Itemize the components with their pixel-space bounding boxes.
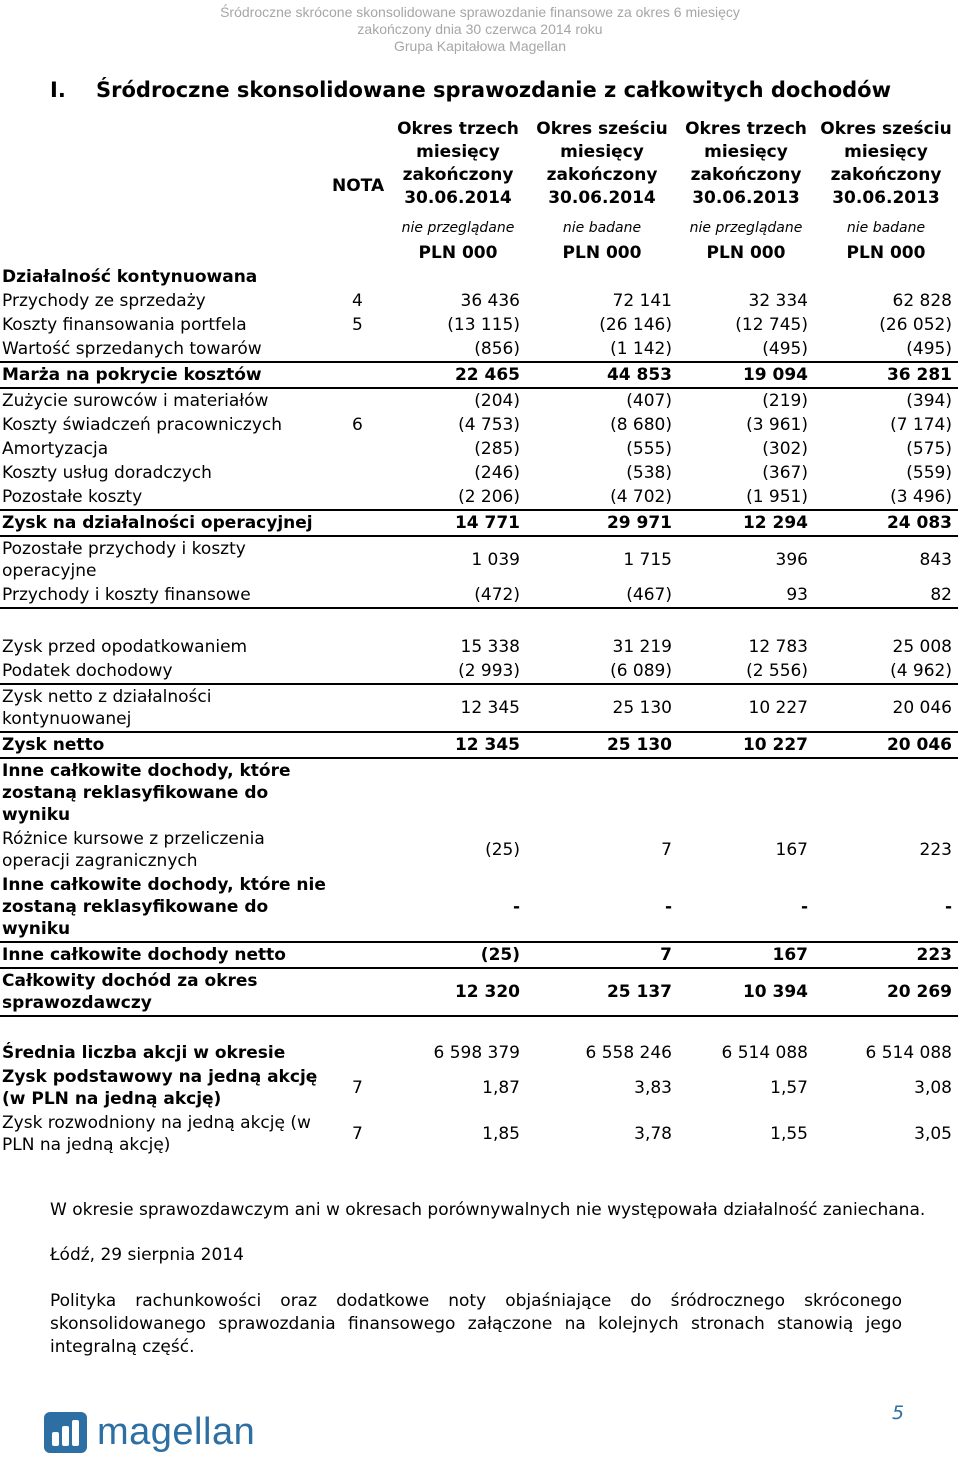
column-header-1	[388, 118, 528, 210]
column-header-1-l2: miesięcy	[416, 142, 500, 162]
table-row	[0, 536, 958, 583]
section-title-text: Śródroczne skonsolidowane sprawozdanie z całkowitych dochodów	[96, 78, 892, 102]
row-value-col3: 1,55	[770, 1123, 808, 1144]
row-value-col3: 12 294	[678, 510, 814, 536]
column-header-2-l2: miesięcy	[560, 142, 644, 162]
column-unit-3: PLN 000	[706, 243, 786, 263]
section-title	[50, 78, 891, 102]
row-value-col2: (26 146)	[599, 314, 672, 335]
row-value-col2: (555)	[626, 438, 672, 459]
row-label: Podatek dochodowy	[0, 659, 340, 684]
page-number: 5	[892, 1402, 905, 1424]
row-value-col1: (4 753)	[458, 414, 520, 435]
row-value-col4: 82	[814, 583, 958, 608]
row-nota	[340, 968, 390, 1016]
row-value-col3	[678, 265, 814, 289]
table-row	[0, 758, 958, 827]
row-value-col4: (575)	[906, 438, 952, 459]
row-value-col4: 62 828	[892, 290, 952, 311]
row-value-col1: (285)	[474, 438, 520, 459]
row-value-col4	[814, 265, 958, 289]
row-nota	[340, 461, 390, 485]
row-value-col2: (467)	[526, 583, 678, 608]
row-nota: 5	[352, 314, 363, 335]
row-value-col2: (407)	[626, 390, 672, 411]
accounting-policy-note: Polityka rachunkowości oraz dodatkowe noty objaśniające do śródrocznego skróconego skonsolidowanego sprawozdania finansowego załączone na kolejnych stronach stanowią jego integralną część.	[50, 1291, 902, 1357]
row-label: Amortyzacja	[2, 438, 109, 459]
row-nota	[340, 873, 390, 942]
column-header-3-l1: Okres trzech	[685, 119, 807, 139]
row-value-col1: 36 436	[460, 290, 520, 311]
row-label: Zużycie surowców i materiałów	[2, 390, 269, 411]
row-value-col3: 10 394	[678, 968, 814, 1016]
table-row	[0, 659, 958, 684]
table-row	[0, 942, 958, 968]
income-statement-table	[0, 265, 958, 1157]
row-nota	[340, 485, 390, 510]
table-row	[0, 413, 958, 437]
row-spacer	[0, 608, 958, 635]
row-label: Całkowity dochód za okres sprawozdawczy	[0, 968, 340, 1016]
row-nota	[340, 684, 390, 732]
row-value-col2: 1 715	[623, 549, 672, 570]
row-value-col1: (246)	[474, 462, 520, 483]
row-value-col1: 15 338	[460, 636, 520, 657]
row-value-col1: 12 345	[390, 684, 526, 732]
row-value-col2: 29 971	[526, 510, 678, 536]
row-value-col4: (4 962)	[814, 659, 958, 684]
row-label: Zysk przed opodatkowaniem	[2, 636, 248, 657]
row-label: Marża na pokrycie kosztów	[0, 362, 340, 388]
row-nota	[340, 337, 390, 362]
row-label: Koszty usług doradczych	[2, 462, 212, 483]
row-value-col1	[390, 758, 526, 827]
row-nota	[340, 732, 390, 758]
row-nota	[340, 362, 390, 388]
column-header-3-date: 30.06.2013	[692, 188, 800, 208]
column-review-status-2: nie badane	[562, 220, 642, 236]
row-value-col4: 25 008	[892, 636, 952, 657]
column-unit-4: PLN 000	[846, 243, 926, 263]
row-value-col4: (26 052)	[879, 314, 952, 335]
magellan-logo-mark-icon	[44, 1412, 87, 1453]
row-label: Zysk netto	[0, 732, 340, 758]
row-value-col1: (856)	[390, 337, 526, 362]
row-value-col2: 7	[661, 839, 672, 860]
row-value-col3: (2 556)	[678, 659, 814, 684]
row-nota	[340, 827, 390, 873]
place-and-date: Łódź, 29 sierpnia 2014	[50, 1245, 244, 1265]
row-value-col1: 14 771	[390, 510, 526, 536]
column-header-1-l3: zakończony	[402, 165, 514, 185]
row-value-col1: (204)	[474, 390, 520, 411]
row-value-col4: (394)	[906, 390, 952, 411]
row-value-col4: (559)	[906, 462, 952, 483]
row-nota: 7	[352, 1077, 363, 1098]
row-label: Inne całkowite dochody, które zostaną reklasyfikowane do wyniku	[2, 761, 291, 825]
row-value-col1: 12 345	[390, 732, 526, 758]
row-label: Inne całkowite dochody, które nie zostaną reklasyfikowane do wyniku	[0, 873, 340, 942]
row-nota	[340, 510, 390, 536]
row-value-col2: 3,83	[634, 1077, 672, 1098]
row-value-col2: 72 141	[612, 290, 672, 311]
row-value-col3: 10 227	[678, 684, 814, 732]
column-header-2	[532, 118, 672, 210]
row-value-col2: 25 130	[526, 684, 678, 732]
row-value-col3	[678, 758, 814, 827]
column-review-status-3: nie przeglądane	[689, 220, 803, 236]
column-header-1-date: 30.06.2014	[404, 188, 512, 208]
row-value-col1: (2 993)	[390, 659, 526, 684]
column-header-1-l1: Okres trzech	[397, 119, 519, 139]
row-value-col3: 167	[678, 942, 814, 968]
row-value-col2: (538)	[626, 462, 672, 483]
row-value-col4: 3,08	[914, 1077, 952, 1098]
row-value-col2: 31 219	[612, 636, 672, 657]
row-nota	[340, 635, 390, 659]
magellan-logo	[44, 1411, 255, 1454]
row-nota	[340, 1041, 390, 1065]
row-value-col3: (12 745)	[735, 314, 808, 335]
table-row	[0, 968, 958, 1016]
table-row	[0, 684, 958, 732]
row-value-col2	[526, 758, 678, 827]
table-row	[0, 362, 958, 388]
table-row	[0, 1016, 958, 1041]
row-value-col1: 1,85	[482, 1123, 520, 1144]
row-nota	[340, 388, 390, 413]
row-value-col4: 6 514 088	[865, 1042, 952, 1063]
row-spacer	[0, 1016, 958, 1041]
row-value-col2: (1 142)	[526, 337, 678, 362]
row-label: Inne całkowite dochody netto	[0, 942, 340, 968]
row-nota	[340, 758, 390, 827]
row-label: Przychody i koszty finansowe	[0, 583, 340, 608]
row-value-col2: (6 089)	[526, 659, 678, 684]
column-header-4-date: 30.06.2013	[832, 188, 940, 208]
row-value-col3: 1,57	[770, 1077, 808, 1098]
row-nota	[340, 659, 390, 684]
row-value-col3: (219)	[762, 390, 808, 411]
row-value-col1: 6 598 379	[433, 1042, 520, 1063]
table-row	[0, 732, 958, 758]
row-nota: 7	[352, 1123, 363, 1144]
running-header-line3: Grupa Kapitałowa Magellan	[394, 38, 566, 54]
row-value-col3: 93	[678, 583, 814, 608]
row-value-col2: 25 137	[526, 968, 678, 1016]
row-nota: 4	[352, 290, 363, 311]
row-value-col1	[390, 265, 526, 289]
column-header-2-l3: zakończony	[546, 165, 658, 185]
row-value-col1: 1 039	[471, 549, 520, 570]
column-header-4	[816, 118, 956, 210]
column-unit-1: PLN 000	[418, 243, 498, 263]
column-header-2-date: 30.06.2014	[548, 188, 656, 208]
row-value-col3: (1 951)	[678, 485, 814, 510]
row-value-col2: 3,78	[634, 1123, 672, 1144]
row-value-col4: 223	[814, 942, 958, 968]
row-value-col3: 32 334	[748, 290, 808, 311]
column-header-4-l2: miesięcy	[844, 142, 928, 162]
row-value-col3: 12 783	[748, 636, 808, 657]
row-value-col4: 24 083	[814, 510, 958, 536]
row-label: Wartość sprzedanych towarów	[0, 337, 340, 362]
row-value-col4	[814, 758, 958, 827]
row-value-col4: 20 269	[814, 968, 958, 1016]
row-value-col2: 7	[526, 942, 678, 968]
table-row	[0, 265, 958, 289]
running-header-line1: Śródroczne skrócone skonsolidowane sprawozdanie finansowe za okres 6 miesięcy	[220, 4, 740, 20]
row-value-col2	[526, 265, 678, 289]
column-review-status-1: nie przeglądane	[401, 220, 515, 236]
row-label: Przychody ze sprzedaży	[2, 290, 206, 311]
row-value-col2: 44 853	[526, 362, 678, 388]
row-label: Koszty świadczeń pracowniczych	[2, 414, 283, 435]
row-nota	[340, 583, 390, 608]
row-value-col3: 396	[775, 549, 808, 570]
row-value-col2: 6 558 246	[585, 1042, 672, 1063]
row-value-col4: 843	[919, 549, 952, 570]
row-label: Koszty finansowania portfela	[2, 314, 247, 335]
row-value-col3: 19 094	[678, 362, 814, 388]
column-unit-2: PLN 000	[562, 243, 642, 263]
row-value-col4: (7 174)	[890, 414, 952, 435]
row-value-col4: 20 046	[814, 684, 958, 732]
running-header-line2: zakończony dnia 30 czerwca 2014 roku	[357, 21, 603, 37]
column-header-3-l3: zakończony	[690, 165, 802, 185]
column-review-status-4: nie badane	[846, 220, 926, 236]
row-label: Zysk netto z działalności kontynuowanej	[0, 684, 340, 732]
row-value-col3: -	[678, 873, 814, 942]
nota-column-header: NOTA	[332, 176, 385, 196]
table-row	[0, 289, 958, 313]
row-value-col1: (25)	[485, 839, 520, 860]
row-value-col3: (302)	[762, 438, 808, 459]
row-value-col2: 25 130	[526, 732, 678, 758]
table-row	[0, 337, 958, 362]
row-value-col4: 36 281	[814, 362, 958, 388]
row-value-col1: (25)	[390, 942, 526, 968]
table-row	[0, 388, 958, 413]
column-header-3-l2: miesięcy	[704, 142, 788, 162]
row-value-col2: (8 680)	[610, 414, 672, 435]
row-value-col2: -	[526, 873, 678, 942]
table-row	[0, 313, 958, 337]
row-value-col4: (495)	[814, 337, 958, 362]
row-value-col4: 223	[919, 839, 952, 860]
row-value-col3: 167	[775, 839, 808, 860]
row-value-col2: (4 702)	[526, 485, 678, 510]
row-value-col1: (2 206)	[390, 485, 526, 510]
row-label: Działalność kontynuowana	[2, 266, 258, 287]
row-value-col3: 6 514 088	[721, 1042, 808, 1063]
table-row	[0, 1041, 958, 1065]
column-header-4-l3: zakończony	[830, 165, 942, 185]
row-label: Średnia liczba akcji w okresie	[2, 1042, 286, 1063]
row-nota	[340, 942, 390, 968]
table-row	[0, 583, 958, 608]
section-number: I.	[50, 78, 66, 102]
table-row	[0, 827, 958, 873]
row-value-col1: (13 115)	[447, 314, 520, 335]
row-value-col1: -	[390, 873, 526, 942]
table-row	[0, 437, 958, 461]
table-row	[0, 873, 958, 942]
row-label: Różnice kursowe z przeliczenia operacji zagranicznych	[2, 829, 265, 871]
row-value-col3: (495)	[678, 337, 814, 362]
row-value-col3: 10 227	[678, 732, 814, 758]
table-row	[0, 485, 958, 510]
row-value-col4: 20 046	[814, 732, 958, 758]
row-nota	[340, 265, 390, 289]
table-row	[0, 510, 958, 536]
table-row	[0, 1111, 958, 1157]
row-nota: 6	[352, 414, 363, 435]
row-value-col3: (3 961)	[746, 414, 808, 435]
row-nota	[340, 437, 390, 461]
row-label: Zysk na działalności operacyjnej	[0, 510, 340, 536]
row-nota	[340, 536, 390, 583]
row-value-col1: 1,87	[482, 1077, 520, 1098]
row-value-col3: (367)	[762, 462, 808, 483]
row-label: Zysk podstawowy na jedną akcję (w PLN na jedną akcję)	[2, 1067, 318, 1109]
row-value-col1: 12 320	[390, 968, 526, 1016]
column-header-4-l1: Okres sześciu	[820, 119, 952, 139]
row-value-col4: (3 496)	[814, 485, 958, 510]
row-value-col1: (472)	[390, 583, 526, 608]
column-header-2-l1: Okres sześciu	[536, 119, 668, 139]
row-label: Zysk rozwodniony na jedną akcję (w PLN na jedną akcję)	[2, 1113, 311, 1155]
table-row	[0, 461, 958, 485]
row-value-col4: -	[814, 873, 958, 942]
row-label: Pozostałe przychody i koszty operacyjne	[2, 539, 246, 581]
table-row	[0, 1065, 958, 1111]
discontinued-operations-note: W okresie sprawozdawczym ani w okresach porównywalnych nie występowała działalność zaniechana.	[50, 1200, 926, 1220]
column-header-3	[676, 118, 816, 210]
table-row	[0, 608, 958, 635]
row-label: Pozostałe koszty	[0, 485, 340, 510]
logo-text: magellan	[97, 1411, 256, 1453]
row-value-col4: 3,05	[914, 1123, 952, 1144]
row-value-col1: 22 465	[390, 362, 526, 388]
table-row	[0, 635, 958, 659]
